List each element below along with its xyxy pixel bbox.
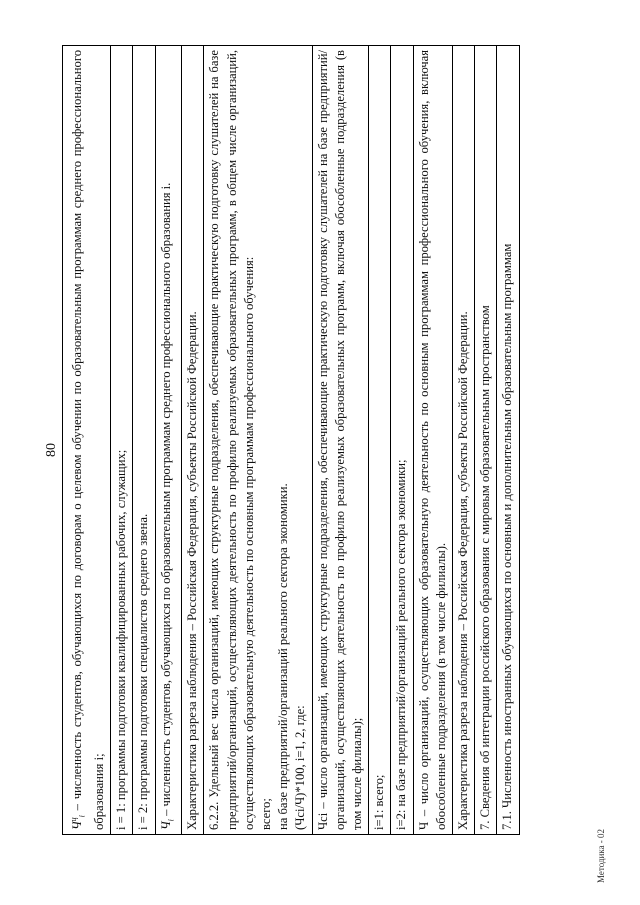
row-line: Чсi – число организаций, имеющих структурные подразделения, обеспечивающие практическую подготовку слушателей на базе предприятий/организаций, осуществляющих деятельность по профилю реализуемых образовательных программ, включая обособленные подразделения (в том числе филиалы); (315, 50, 365, 830)
row-line: i=1: всего; (372, 774, 387, 830)
row-line: i = 2: программы подготовки специалистов среднего звена. (136, 513, 151, 830)
section-heading: 7. Сведения об интеграции российского образования с мировым образовательным пространством (478, 305, 493, 830)
symbol-sub: i (166, 819, 176, 822)
row-line: i = 1: программы подготовки квалифицированных рабочих, служащих; (114, 449, 129, 830)
row-line: – численность студентов, обучающихся по образовательным программам среднего профессионального образования i. (158, 182, 173, 820)
symbol-sup: ц (69, 817, 78, 822)
row-line: Характеристика разреза наблюдения – Российская Федерация, субъекты Российской Федерации. (456, 311, 471, 830)
row-text (158, 50, 180, 830)
row-line: Ч – число организаций, осуществляющих образовательную деятельность по основным программам профессионального обучения, включая обособленные подразделения (в том числе филиалы). (416, 50, 448, 830)
table-row (204, 46, 312, 834)
row-line: – численность студентов, обучающихся по договорам о целевом обучении по образовательным программам среднего профессионального образования i; (70, 50, 106, 830)
symbol-sub: i (77, 815, 87, 818)
symbol (69, 815, 87, 830)
table-row (313, 46, 370, 834)
table-row (63, 46, 111, 834)
indicator-table (62, 45, 520, 835)
table-row (414, 46, 453, 834)
table-row (497, 46, 518, 834)
table-row (369, 46, 391, 834)
row-text (65, 50, 108, 830)
row-line: всего; (259, 798, 274, 830)
row-line: i=2: на базе предприятий/организаций реального сектора экономики; (394, 459, 409, 830)
table-row (453, 46, 475, 834)
page-number: 80 (44, 443, 59, 457)
formula: (Чсi/Ч)*100, i=1, 2, где: (293, 705, 308, 830)
table-row (133, 46, 155, 834)
table-row (391, 46, 413, 834)
row-line: на базе предприятий/организаций реального сектора экономики. (276, 483, 291, 830)
table-row (182, 46, 204, 834)
row-line: 6.2.2. Удельный вес числа организаций, имеющих структурные подразделения, обеспечивающие практическую подготовку слушателей на базе предприятий/организаций, осуществляющих деятельность по профилю реализуемых образовательных программ, в общем числе организаций, осуществляющих образовательную деятельность по основным программам профессионального обучения: (207, 50, 256, 830)
table-row (156, 46, 183, 834)
symbol (158, 819, 176, 830)
table-row (111, 46, 133, 834)
table-row (475, 46, 497, 834)
row-line: Характеристика разреза наблюдения – Российская Федерация, субъекты Российской Федерации. (185, 311, 200, 830)
subsection-heading: 7.1. Численность иностранных обучающихся по основным и дополнительным образовательным программам (500, 243, 515, 830)
footer-label: Методика - 02 (596, 828, 606, 883)
symbol-base: Ч (158, 821, 173, 830)
symbol-base: Ч (70, 821, 85, 830)
